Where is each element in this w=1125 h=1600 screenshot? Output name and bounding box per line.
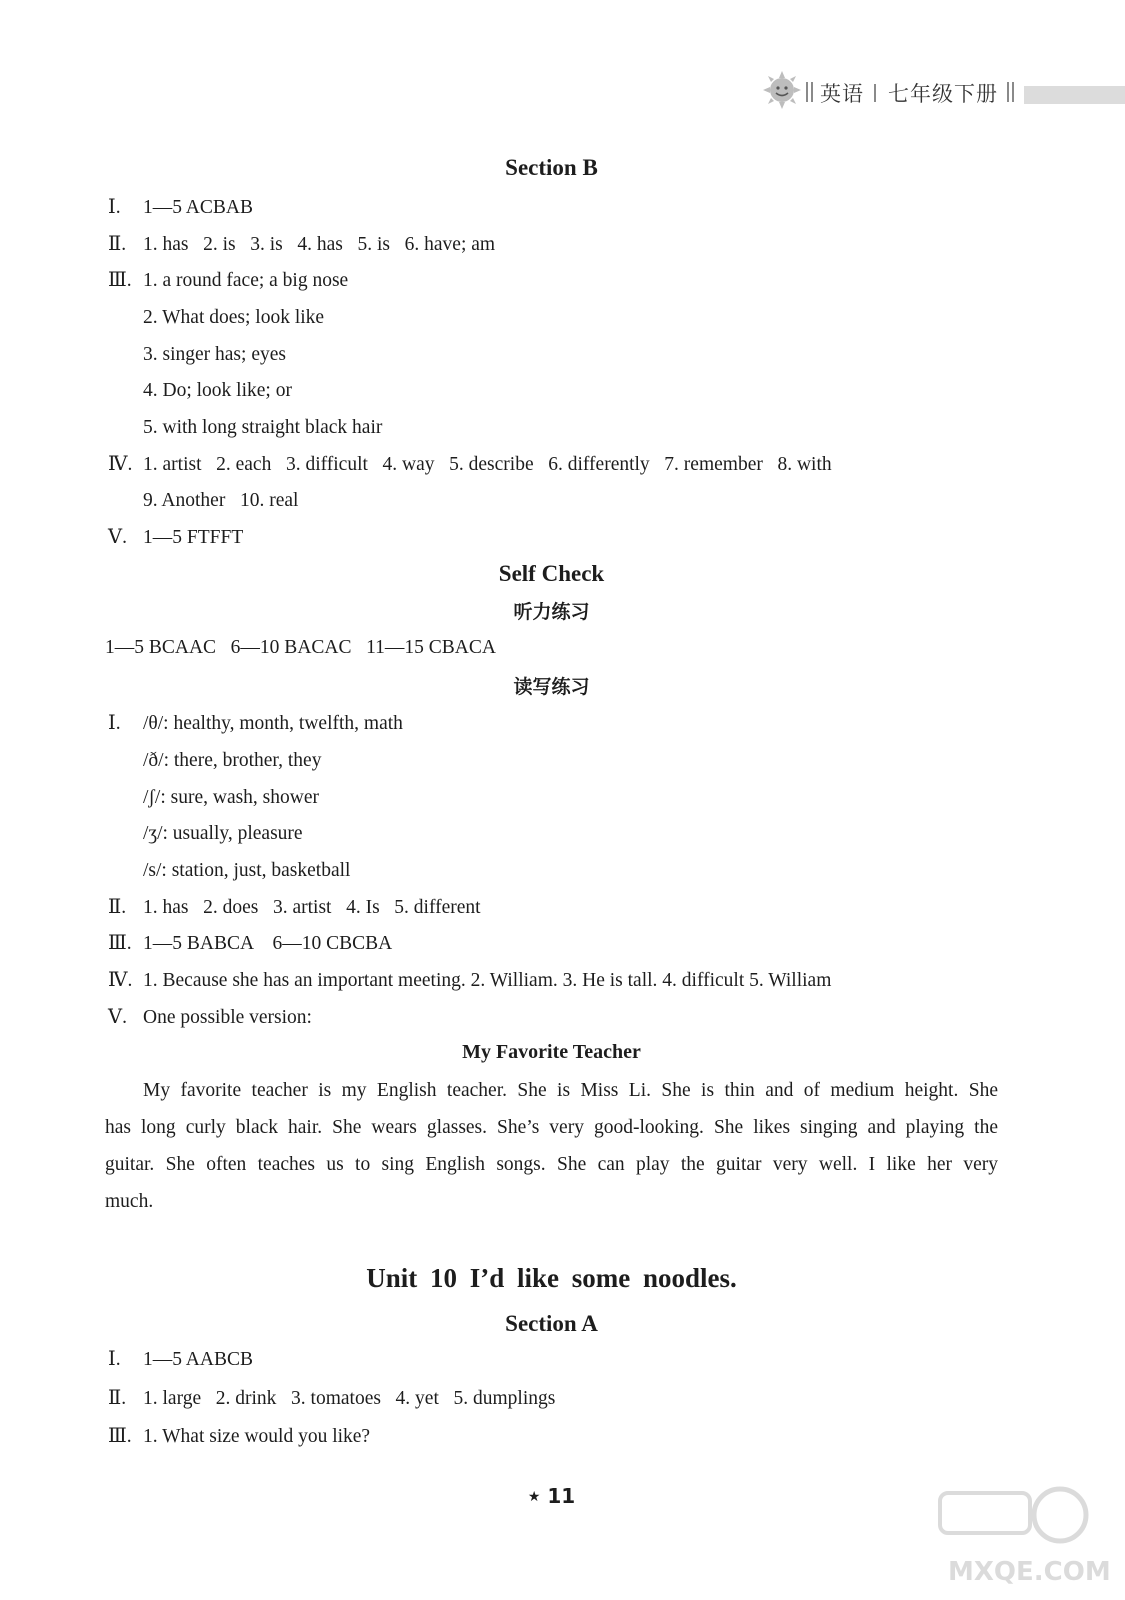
answer-line <box>108 931 392 957</box>
answer-text: 1—5 FTFFT <box>143 527 244 548</box>
star-icon: ★ <box>527 1489 541 1505</box>
section-a-title: Section A <box>505 1311 598 1336</box>
answer-text: 1. a round face; a big nose <box>143 270 349 291</box>
listening-answers: 1—5 BCAAC 6—10 BACAC 11—15 CBACA <box>105 637 496 658</box>
answer-text: 2. What does; look like <box>143 307 325 328</box>
answer-line <box>143 821 303 847</box>
answer-text: 1. has 2. does 3. artist 4. Is 5. different <box>143 897 481 918</box>
answer-line <box>143 415 382 441</box>
answer-text: /ð/: there, brother, they <box>143 750 322 771</box>
answer-line <box>143 488 298 514</box>
answer-line <box>143 305 324 331</box>
sun-icon <box>762 70 802 110</box>
roman-numeral: Ⅴ. <box>108 527 127 548</box>
answer-line <box>143 378 292 404</box>
answer-line <box>108 452 832 478</box>
roman-numeral: Ⅰ. <box>108 713 121 734</box>
answer-line <box>108 525 243 551</box>
header-strip <box>1024 86 1125 104</box>
self-check-title: Self Check <box>498 561 605 586</box>
unit-title: Unit 10 I’d like some noodles. <box>366 1263 737 1293</box>
watermark-text: MXQE.COM <box>948 1557 1111 1587</box>
roman-numeral: Ⅴ. <box>108 1007 127 1028</box>
roman-numeral: Ⅳ. <box>108 454 133 475</box>
watermark-logo <box>930 1475 1120 1595</box>
roman-numeral: Ⅰ. <box>108 1349 121 1370</box>
essay-body: My favorite teacher is my English teacher. She is Miss Li. She is thin and of medium height. She has long curly black hair. She wears glasses. She’s very good-looking. She likes singing and playing the guitar. She often teaches us to sing English songs. She can play the guitar very well. I like her very much. <box>105 1080 998 1212</box>
answer-text: 1—5 ACBAB <box>143 197 253 218</box>
roman-numeral: Ⅳ. <box>108 970 133 991</box>
answer-line <box>143 858 350 884</box>
roman-numeral: Ⅱ. <box>108 897 127 918</box>
answer-text: /ʒ/: usually, pleasure <box>143 823 303 844</box>
answer-text: 1. has 2. is 3. is 4. has 5. is 6. have; am <box>143 234 496 255</box>
answer-line <box>108 895 481 921</box>
roman-numeral: Ⅰ. <box>108 197 121 218</box>
header-divider <box>806 82 813 102</box>
answer-line <box>108 1386 555 1412</box>
roman-numeral: Ⅲ. <box>108 270 132 291</box>
answer-text: 1—5 BABCA 6—10 CBCBA <box>143 933 393 954</box>
answer-line <box>108 232 495 258</box>
roman-numeral: Ⅱ. <box>108 234 127 255</box>
answer-text: 5. with long straight black hair <box>143 417 383 438</box>
answer-text: 1—5 AABCB <box>143 1349 253 1370</box>
answer-text: 1. Because she has an important meeting. 2. William. 3. He is tall. 4. difficult 5. William <box>143 970 832 991</box>
answer-line <box>108 268 348 294</box>
answer-line <box>108 1005 312 1031</box>
answer-text: 3. singer has; eyes <box>143 344 286 365</box>
answer-text: 1. What size would you like? <box>143 1426 371 1447</box>
answer-text: 4. Do; look like; or <box>143 380 292 401</box>
answer-text: 1. large 2. drink 3. tomatoes 4. yet 5. dumplings <box>143 1388 556 1409</box>
header-grade: 七年级下册 <box>888 82 998 106</box>
essay-title: My Favorite Teacher <box>462 1041 641 1063</box>
answer-line <box>108 968 831 994</box>
answer-line <box>143 342 286 368</box>
answer-line <box>108 1347 253 1373</box>
answer-line <box>143 785 319 811</box>
roman-numeral: Ⅲ. <box>108 1426 132 1447</box>
answer-line <box>108 1424 370 1450</box>
section-b-title: Section B <box>505 155 598 180</box>
reading-title: 读写练习 <box>513 676 590 698</box>
answer-text: /θ/: healthy, month, twelfth, math <box>143 713 403 734</box>
answer-text: One possible version: <box>143 1007 312 1028</box>
answer-text: /ʃ/: sure, wash, shower <box>143 787 320 808</box>
roman-numeral: Ⅱ. <box>108 1388 127 1409</box>
answer-line <box>108 195 253 221</box>
page-header <box>762 68 1125 116</box>
listening-title: 听力练习 <box>513 601 590 623</box>
answer-text: 9. Another 10. real <box>143 490 299 511</box>
answer-text: 1. artist 2. each 3. difficult 4. way 5. describe 6. differently 7. remember 8. with <box>143 454 832 475</box>
header-divider <box>1007 82 1014 102</box>
answer-text: /s/: station, just, basketball <box>143 860 351 881</box>
header-subject: 英语 <box>820 82 864 106</box>
header-separator <box>874 84 876 102</box>
page-number-text: 11 <box>547 1484 576 1508</box>
answer-line <box>143 748 321 774</box>
roman-numeral: Ⅲ. <box>108 933 132 954</box>
answer-line <box>108 711 403 737</box>
